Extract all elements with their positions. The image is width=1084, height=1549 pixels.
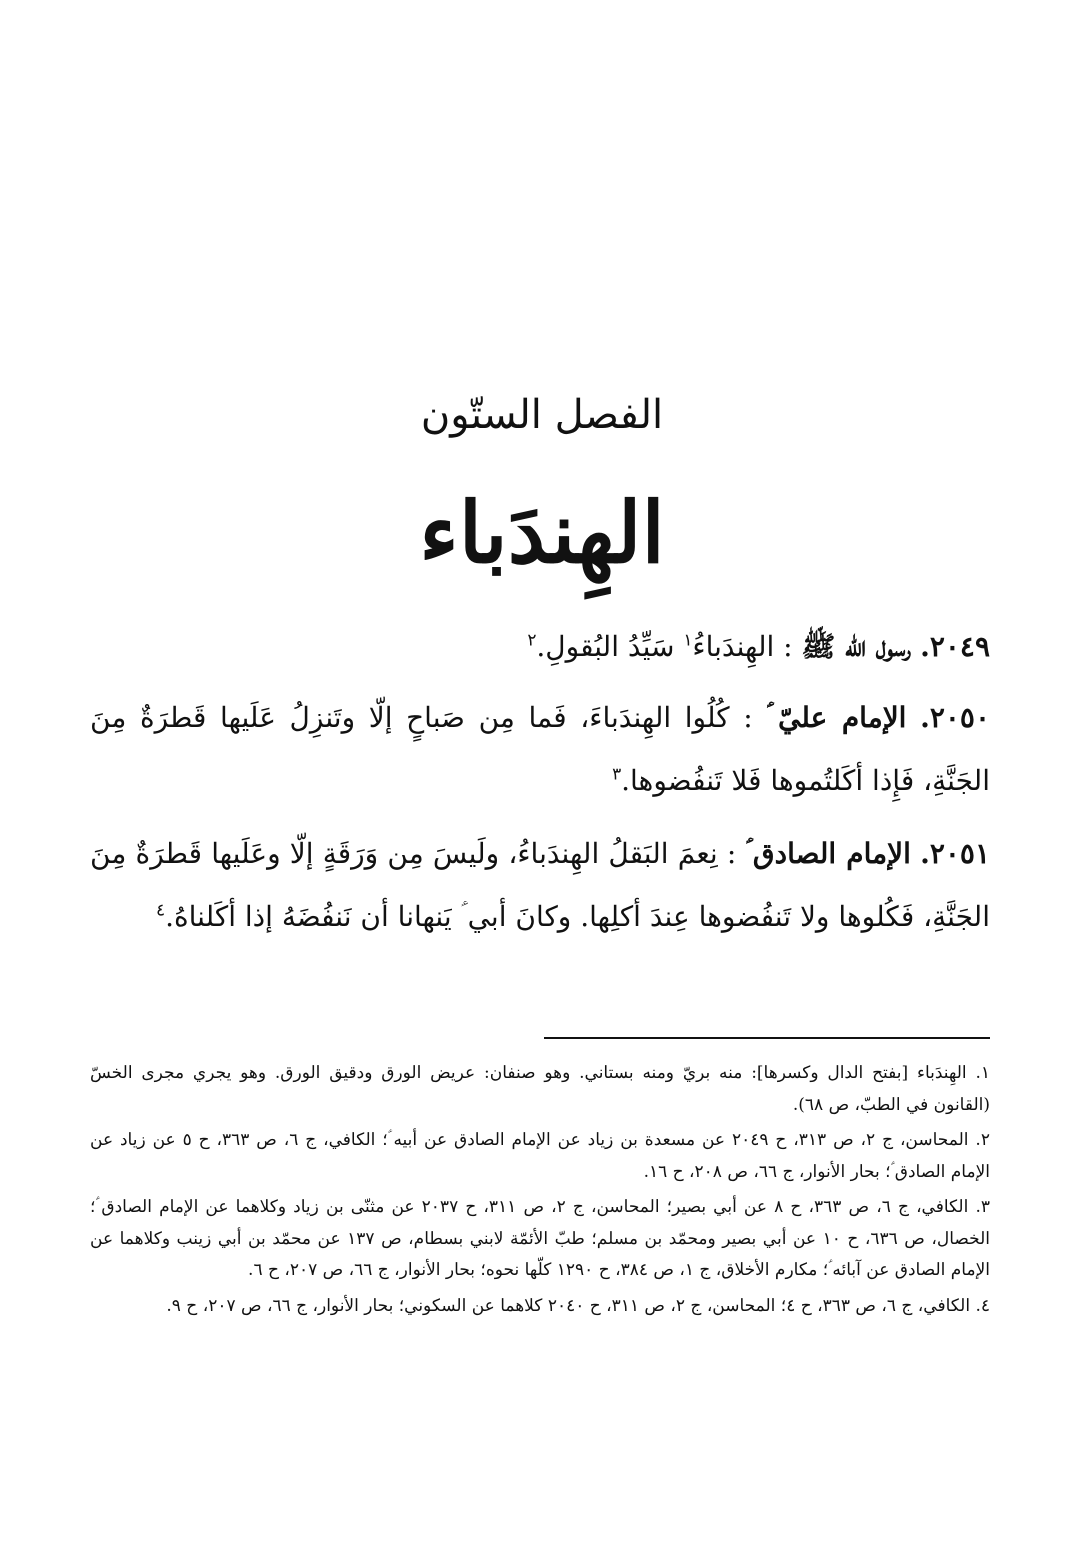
footnote-marker[interactable]: ٢ <box>527 629 537 650</box>
hadith-text: سَيِّدُ البُقولِ. <box>536 630 684 663</box>
hadith-2049 <box>90 615 990 678</box>
hadith-number: ٢٠٥١. <box>920 837 990 870</box>
hadith-narrator: الإمام الصادق ؑ <box>745 837 911 870</box>
hadith-narrator: رسول الله ﷺ <box>801 630 912 663</box>
footnote-1: ١. الهِندَباء [بفتح الدال وكسرها]: منه بريّ ومنه بستاني. وهو صنفان: عريض الورق ودقيق الورق. وهو يجري مجرى الخسّ (القانون في الطبّ، ص ٦٨). <box>90 1063 990 1115</box>
footnotes <box>90 1058 990 1326</box>
footnote-marker[interactable]: ٣ <box>612 763 622 784</box>
footnote-4: ٤. الكافي، ج ٦، ص ٣٦٣، ح ٤؛ المحاسن، ج ٢، ص ٣١١، ح ٢٠٤٠ كلاهما عن السكوني؛ بحار الأنوار، ج ٦٦، ص ٢٠٧، ح ٩. <box>166 1295 990 1316</box>
footnote-divider <box>544 1037 990 1039</box>
hadith-2050 <box>90 686 990 812</box>
chapter-title: الهِندَباء <box>419 483 665 582</box>
footnote-3: ٣. الكافي، ج ٦، ص ٣٦٣، ح ٨ عن أبي بصير؛ المحاسن، ج ٢، ص ٣١١، ح ٢٠٣٧ عن مثنّى بن زياد وكلاهما عن الإمام الصادق ؑ؛ الخصال، ص ٦٣٦، ح ١٠ عن أبي بصير ومحمّد بن مسلم؛ طبّ الأئمّة لابني بسطام، ص ١٣٧ عن محمّد بن أبي زينب وكلاهما عن الإمام الصادق عن آبائه ؑ؛ مكارم الأخلاق، ج ١، ص ٣٨٤، ح ١٢٩٠ كلّها نحوه؛ بحار الأنوار، ج ٦٦، ص ٢٠٧، ح ٦. <box>90 1197 990 1280</box>
hadith-number: ٢٠٤٩. <box>920 630 990 663</box>
footnote-2: ٢. المحاسن، ج ٢، ص ٣١٣، ح ٢٠٤٩ عن مسعدة بن زياد عن الإمام الصادق عن أبيه ؑ؛ الكافي، ج ٦، ص ٣٦٣، ح ٥ عن زياد عن الإمام الصادق ؑ؛ بحار الأنوار، ج ٦٦، ص ٢٠٨، ح ١٦. <box>90 1130 990 1182</box>
footnote-marker[interactable]: ٤ <box>156 899 166 920</box>
hadith-text: : نِعمَ البَقلُ الهِندَباءُ، ولَيسَ مِن وَرَقَةٍ إلّا وعَلَيها قَطرَةٌ مِنَ الجَنَّةِ، فَكُلوها ولا تَنفُضوها عِندَ أكلِها. وكانَ أبي ؑ يَنهانا أن نَنفُضَهُ إذا أكَلناهُ. <box>90 837 990 933</box>
hadith-text: : الهِندَباءُ <box>692 630 793 663</box>
hadith-2051 <box>90 822 990 948</box>
footnote-marker[interactable]: ١ <box>683 629 693 650</box>
hadith-number: ٢٠٥٠. <box>920 701 990 734</box>
chapter-label: الفصل الستّون <box>420 392 664 438</box>
hadith-narrator: الإمام عليّ ؑ <box>766 701 907 734</box>
hadith-text: : كُلُوا الهِندَباءَ، فَما مِن صَباحٍ إلّا وتَنزِلُ عَلَيها قَطرَةٌ مِنَ الجَنَّةِ، فَإِذا أكَلتُموها فَلا تَنفُضوها. <box>90 701 990 797</box>
